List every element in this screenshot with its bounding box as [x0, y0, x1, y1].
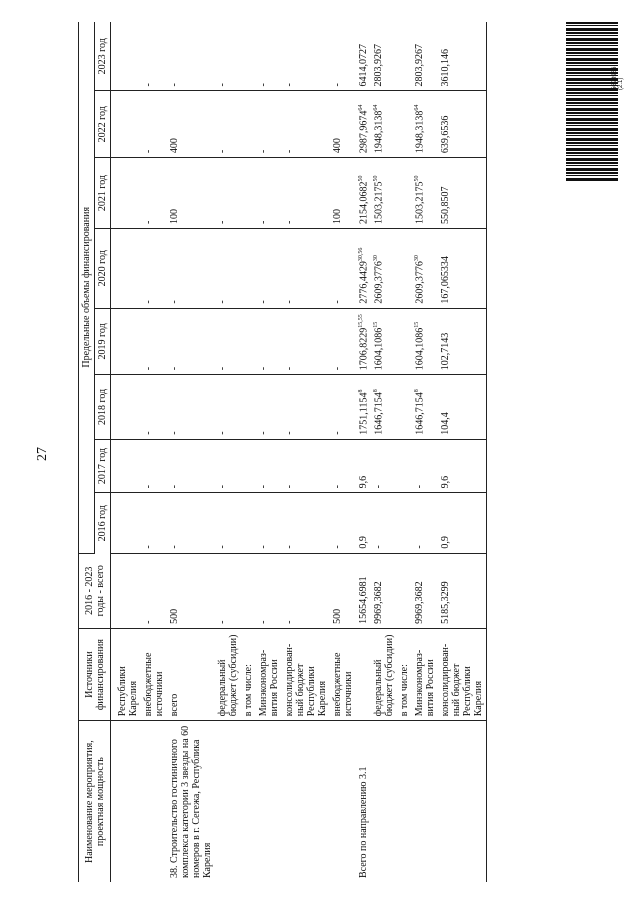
row-year-value [356, 22, 371, 91]
footnote-ref: 30 [373, 255, 380, 262]
row-source: в том числе: [241, 628, 256, 720]
row-year-value [397, 308, 412, 375]
row-name [412, 721, 438, 882]
value-text: - [143, 485, 154, 489]
row-source: Республики Карелия [111, 628, 142, 720]
row-year-value [356, 91, 371, 158]
value-text: - [143, 149, 154, 154]
value-text: 2609,3776 [373, 261, 385, 304]
value-text: 6414,0727 [358, 43, 369, 87]
table-row [241, 22, 256, 882]
header-total: 2016 - 2023 годы - всего [79, 553, 111, 628]
row-total: - [256, 553, 282, 628]
row-total: - [282, 553, 330, 628]
value-text: - [217, 300, 228, 304]
value-text: - [217, 220, 228, 225]
value-text: - [169, 83, 180, 87]
table-row [356, 22, 371, 882]
row-year-value [397, 229, 412, 309]
value-text: - [284, 149, 295, 154]
row-year-value [330, 22, 356, 91]
row-year-value [256, 375, 282, 439]
row-total: - [215, 553, 241, 628]
row-year-value [215, 22, 241, 91]
row-year-value [438, 375, 487, 439]
value-text: - [217, 366, 228, 371]
value-text: - [284, 431, 295, 435]
row-year-value [371, 22, 397, 91]
row-year-value [167, 229, 215, 309]
value-text: - [169, 300, 180, 304]
row-source [356, 628, 371, 720]
row-year-value [356, 158, 371, 229]
table-row [111, 22, 142, 882]
row-year-value [167, 375, 215, 439]
row-year-value [412, 158, 438, 229]
table-row [167, 22, 215, 882]
row-name: 38. Строительство гостиничного комплекса категории 3 звезды на 60 номеров в г. Сегежа, Республика Карелия [169, 725, 213, 878]
value-text: 2987,9674 [358, 110, 370, 154]
row-year-value [215, 158, 241, 229]
row-year-value [215, 493, 241, 553]
row-year-value [256, 22, 282, 91]
financing-table-region [72, 18, 602, 888]
row-year-value [241, 229, 256, 309]
header-year: 2017 год [95, 439, 111, 493]
value-text: 9,6 [358, 475, 369, 489]
value-text: 2776,4429 [358, 261, 370, 304]
row-year-value [111, 229, 142, 309]
row-name [282, 721, 330, 882]
table-row [282, 22, 330, 882]
value-text: - [414, 545, 426, 549]
row-year-value [111, 91, 142, 158]
row-year-value [412, 493, 438, 553]
barcode-label: 5698986 (2.1) [612, 66, 624, 90]
footnote-ref: 8 [358, 389, 364, 393]
value-text: - [258, 149, 269, 154]
row-source: внебюджетные источники [330, 628, 356, 720]
row-year-value [412, 375, 438, 439]
row-source: всего [167, 628, 215, 720]
value-text: - [258, 300, 269, 304]
row-source: консолидирован-ный бюджет Республики Карелия [438, 628, 487, 720]
row-year-value [282, 375, 330, 439]
row-name [330, 721, 356, 882]
row-year-value [241, 375, 256, 439]
row-name [111, 721, 142, 882]
row-year-value [356, 229, 371, 309]
row-total: - [141, 553, 167, 628]
value-text: 3610,146 [440, 48, 452, 87]
row-year-value [282, 493, 330, 553]
footnote-ref: 64 [414, 104, 421, 111]
row-year-value [215, 375, 241, 439]
row-year-value [397, 91, 412, 158]
value-text: - [169, 366, 180, 371]
value-text: - [143, 300, 154, 304]
row-year-value [438, 439, 487, 493]
value-text: 1706,8229 [358, 327, 370, 371]
row-year-value [371, 308, 397, 375]
value-text: - [332, 545, 343, 549]
footnote-ref: 8 [373, 389, 380, 393]
value-text: - [284, 366, 295, 371]
row-year-value [141, 308, 167, 375]
footnote-ref: 30,56 [358, 247, 364, 262]
row-year-value [241, 308, 256, 375]
footnote-ref: 30 [414, 255, 421, 262]
row-total: 500 [330, 553, 356, 628]
row-year-value [397, 439, 412, 493]
value-text: - [284, 83, 295, 87]
row-year-value [241, 439, 256, 493]
value-text: 1948,3138 [373, 110, 385, 154]
barcode [566, 22, 618, 182]
row-total: 500 [167, 553, 215, 628]
value-text: 400 [169, 138, 180, 154]
row-total [241, 553, 256, 628]
value-text: - [332, 83, 343, 87]
table-row [256, 22, 282, 882]
value-text: - [332, 300, 343, 304]
row-year-value [256, 308, 282, 375]
header-year: 2016 год [95, 493, 111, 553]
row-year-value [256, 439, 282, 493]
row-year-value [438, 308, 487, 375]
table-row [215, 22, 241, 882]
row-year-value [141, 493, 167, 553]
header-year: 2020 год [95, 229, 111, 309]
row-year-value [167, 22, 215, 91]
footnote-ref: 8 [414, 389, 421, 393]
footnote-ref: 50 [373, 175, 380, 182]
value-text: - [373, 485, 385, 489]
row-year-value [111, 439, 142, 493]
row-year-value [141, 158, 167, 229]
footnote-ref: 50 [414, 175, 421, 182]
row-year-value [371, 439, 397, 493]
row-year-value [141, 375, 167, 439]
row-source: Минэкономраз-вития России [412, 628, 438, 720]
row-year-value [412, 229, 438, 309]
value-text: 1604,1086 [414, 327, 426, 371]
footnote-ref: 64 [358, 104, 364, 111]
row-year-value [167, 91, 215, 158]
row-year-value [371, 229, 397, 309]
row-year-value [167, 493, 215, 553]
header-group: Предельные объемы финансирования [79, 22, 95, 553]
footnote-ref: 50 [358, 175, 364, 182]
row-year-value [111, 375, 142, 439]
value-text: 100 [332, 209, 343, 225]
value-text: 1503,2175 [373, 181, 385, 225]
value-text: - [284, 220, 295, 225]
value-text: 104,4 [440, 412, 452, 435]
row-year-value [412, 91, 438, 158]
row-year-value [141, 22, 167, 91]
row-year-value [215, 439, 241, 493]
row-year-value [438, 91, 487, 158]
row-year-value [330, 91, 356, 158]
row-year-value [282, 439, 330, 493]
value-text: 2803,9267 [414, 43, 426, 87]
value-text: - [143, 431, 154, 435]
row-year-value [356, 308, 371, 375]
row-name [256, 721, 282, 882]
header-year: 2021 год [95, 158, 111, 229]
row-year-value [167, 308, 215, 375]
row-year-value [256, 493, 282, 553]
row-total: 9969,3682 [371, 553, 397, 628]
row-year-value [167, 439, 215, 493]
header-year: 2023 год [95, 22, 111, 91]
row-year-value [412, 22, 438, 91]
row-year-value [397, 375, 412, 439]
row-source: в том числе: [397, 628, 412, 720]
row-name [438, 721, 487, 882]
value-text: - [143, 545, 154, 549]
value-text: - [143, 220, 154, 225]
row-year-value [438, 22, 487, 91]
row-source: консолидирован-ный бюджет Республики Карелия [282, 628, 330, 720]
row-year-value [438, 158, 487, 229]
footnote-ref: 15,55 [358, 314, 364, 328]
row-name [141, 721, 167, 882]
row-year-value [330, 308, 356, 375]
value-text: - [143, 83, 154, 87]
value-text: - [332, 366, 343, 371]
value-text: - [217, 83, 228, 87]
row-total [111, 553, 142, 628]
value-text: - [284, 300, 295, 304]
row-total [397, 553, 412, 628]
row-total: 15654,6981 [356, 553, 371, 628]
value-text: 100 [169, 209, 180, 225]
row-year-value [167, 158, 215, 229]
row-year-value [371, 375, 397, 439]
row-year-value [330, 439, 356, 493]
table-row [397, 22, 412, 882]
row-year-value [356, 375, 371, 439]
value-text: 1751,1154 [358, 392, 370, 435]
footnote-ref: 64 [373, 104, 380, 111]
row-year-value [371, 158, 397, 229]
value-text: - [258, 485, 269, 489]
table-row [438, 22, 487, 882]
row-year-value [397, 22, 412, 91]
row-year-value [282, 308, 330, 375]
row-source: внебюджетные источники [141, 628, 167, 720]
header-year: 2018 год [95, 375, 111, 439]
financing-table [78, 22, 487, 882]
row-name [397, 721, 412, 882]
row-year-value [282, 22, 330, 91]
row-year-value [371, 91, 397, 158]
row-year-value [241, 158, 256, 229]
row-year-value [397, 493, 412, 553]
row-year-value [438, 229, 487, 309]
row-source: федеральный бюджет (субсидии) [371, 628, 397, 720]
value-text: - [258, 366, 269, 371]
value-text: - [258, 545, 269, 549]
row-year-value [215, 229, 241, 309]
row-year-value [330, 375, 356, 439]
value-text: 0,9 [440, 536, 452, 549]
header-year: 2022 год [95, 91, 111, 158]
row-year-value [356, 439, 371, 493]
value-text: 2803,9267 [373, 43, 385, 87]
row-year-value [282, 91, 330, 158]
value-text: - [217, 149, 228, 154]
value-text: - [414, 485, 426, 489]
row-year-value [330, 493, 356, 553]
row-name [241, 721, 256, 882]
value-text: - [143, 366, 154, 371]
row-year-value [356, 493, 371, 553]
row-name: Всего по направлению 3.1 [358, 766, 369, 878]
row-total: 5185,3299 [438, 553, 487, 628]
value-text: - [284, 485, 295, 489]
footnote-ref: 15 [373, 321, 380, 328]
row-year-value [412, 308, 438, 375]
table-row [141, 22, 167, 882]
row-total: 9969,3682 [412, 553, 438, 628]
value-text: - [217, 431, 228, 435]
row-year-value [141, 91, 167, 158]
table-row [330, 22, 356, 882]
value-text: 0,9 [358, 536, 369, 549]
value-text: - [258, 431, 269, 435]
row-year-value [256, 91, 282, 158]
row-year-value [215, 308, 241, 375]
value-text: - [373, 545, 385, 549]
row-year-value [241, 22, 256, 91]
value-text: 400 [332, 138, 343, 154]
row-year-value [141, 229, 167, 309]
value-text: - [258, 83, 269, 87]
value-text: 2609,3776 [414, 261, 426, 304]
row-year-value [111, 22, 142, 91]
row-year-value [256, 229, 282, 309]
row-year-value [282, 229, 330, 309]
row-year-value [241, 493, 256, 553]
row-year-value [215, 91, 241, 158]
value-text: 1646,7154 [414, 392, 426, 435]
table-row [371, 22, 397, 882]
row-year-value [111, 308, 142, 375]
row-name [215, 721, 241, 882]
value-text: 550,8507 [440, 186, 452, 225]
value-text: - [284, 545, 295, 549]
header-name: Наименование мероприятия, проектная мощность [79, 721, 111, 882]
value-text: 1646,7154 [373, 392, 385, 435]
row-source: федеральный бюджет (субсидии) [215, 628, 241, 720]
value-text: - [169, 431, 180, 435]
page-number: 27 [35, 447, 50, 461]
value-text: - [169, 485, 180, 489]
row-year-value [412, 439, 438, 493]
footnote-ref: 15 [414, 321, 421, 328]
row-year-value [141, 439, 167, 493]
value-text: - [258, 220, 269, 225]
table-row [412, 22, 438, 882]
value-text: - [332, 431, 343, 435]
value-text: 639,6536 [440, 115, 452, 154]
row-source: Минэкономраз-вития России [256, 628, 282, 720]
value-text: 167,065334 [440, 256, 452, 304]
value-text: 1604,1086 [373, 327, 385, 371]
row-year-value [330, 158, 356, 229]
header-year: 2019 год [95, 308, 111, 375]
value-text: - [332, 485, 343, 489]
row-year-value [241, 91, 256, 158]
value-text: - [217, 545, 228, 549]
value-text: 1503,2175 [414, 181, 426, 225]
row-year-value [330, 229, 356, 309]
row-name [371, 721, 397, 882]
header-source: Источники финансирования [79, 628, 111, 720]
value-text: 2154,0682 [358, 181, 370, 225]
row-year-value [397, 158, 412, 229]
row-year-value [438, 493, 487, 553]
row-year-value [371, 493, 397, 553]
row-year-value [256, 158, 282, 229]
value-text: 9,6 [440, 475, 452, 489]
row-year-value [111, 493, 142, 553]
row-year-value [111, 158, 142, 229]
row-year-value [282, 158, 330, 229]
value-text: 1948,3138 [414, 110, 426, 154]
value-text: - [169, 545, 180, 549]
value-text: 102,7143 [440, 332, 452, 371]
value-text: - [217, 485, 228, 489]
